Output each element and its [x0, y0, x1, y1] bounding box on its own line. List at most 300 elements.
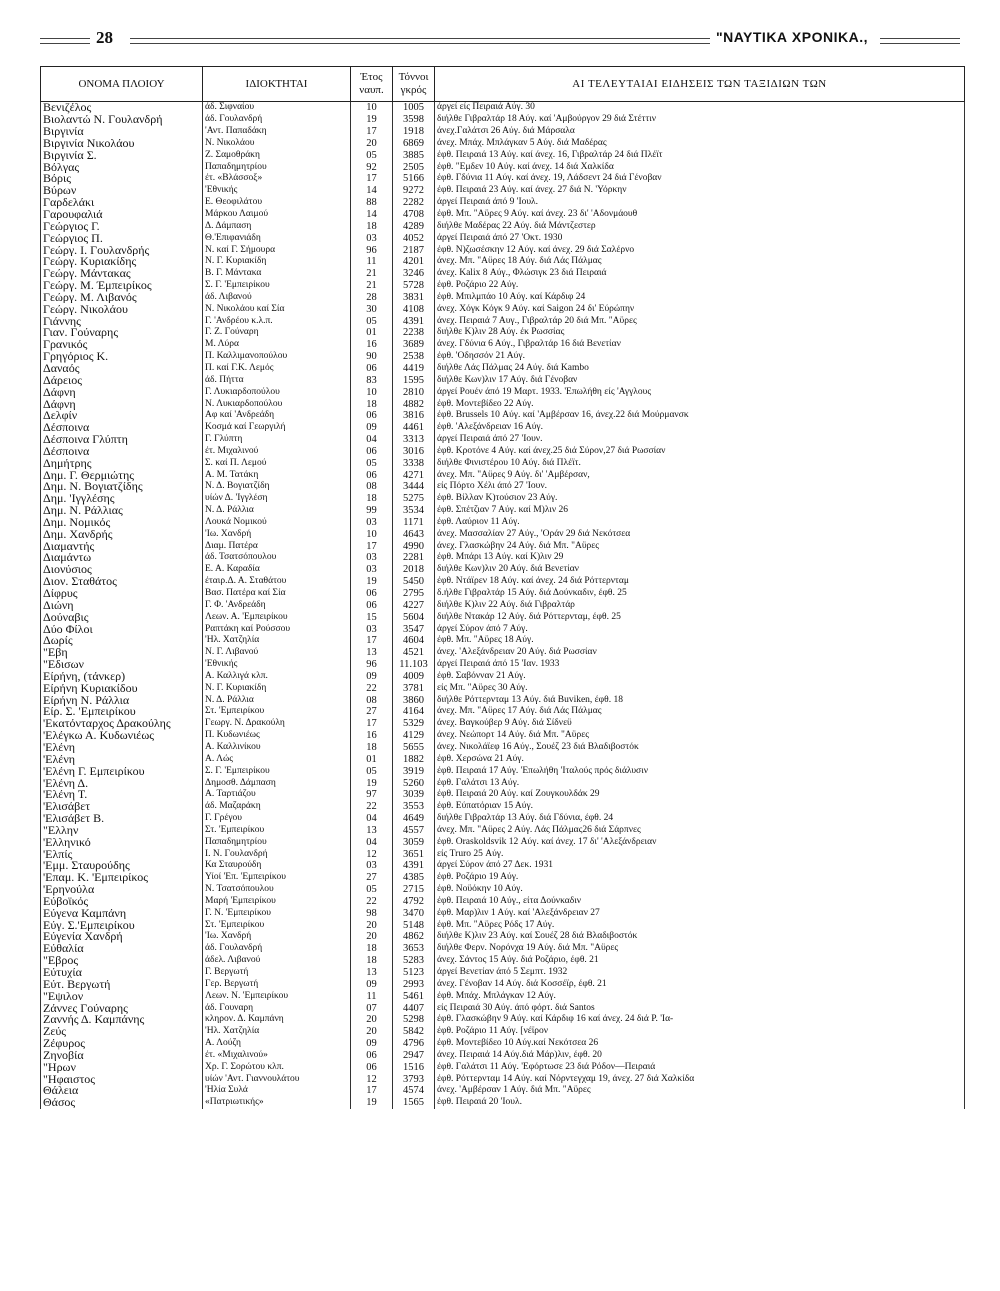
ship-name: "Εβη — [41, 647, 203, 659]
table-row — [41, 351, 965, 363]
gross-tons: 5166 — [393, 173, 435, 185]
build-year: 04 — [351, 836, 393, 848]
build-year: 09 — [351, 1038, 393, 1050]
ship-owner: Λεων. Α. 'Εμπειρίκου — [203, 611, 351, 623]
gross-tons: 1516 — [393, 1061, 435, 1073]
ship-name: Εύβοϊκός — [41, 896, 203, 908]
voyage-news: άνεχ. Πειραιά 14 Αύγ.διά Μάρ)λιν, έφθ. 20 — [435, 1050, 965, 1062]
voyage-news: έφθ. Γλασκώβην 9 Αύγ. καί Κάρδιφ 16 καί άνεχ. 24 διά Ρ. 'Ια- — [435, 1014, 965, 1026]
table-row — [41, 209, 965, 221]
ship-name: Δελφίν — [41, 410, 203, 422]
voyage-news: έφθ. Μπάρι 13 Αύγ. καί Κ)λιν 29 — [435, 552, 965, 564]
voyage-news: διήλθε Φερν. Νορόνχα 19 Αύγ. διά Μπ. "Αϋρες — [435, 943, 965, 955]
table-row — [41, 292, 965, 304]
voyage-news: έφθ. "Εμδεν 10 Αύγ. καί άνεχ. 14 διά Χαλκίδα — [435, 161, 965, 173]
gross-tons: 4129 — [393, 730, 435, 742]
table-row — [41, 860, 965, 872]
build-year: 08 — [351, 694, 393, 706]
gross-tons: 2505 — [393, 161, 435, 173]
table-row — [41, 599, 965, 611]
build-year: 06 — [351, 599, 393, 611]
gross-tons: 5298 — [393, 1014, 435, 1026]
table-row — [41, 967, 965, 979]
ship-name: Εύγενία Χανδρή — [41, 931, 203, 943]
voyage-news: έφθ. Πειραιά 13 Αύγ. καί άνεχ. 16, Γιβραλτάρ 24 διά Πλέϊτ — [435, 149, 965, 161]
ship-name: Είρ. Σ. 'Εμπειρίκου — [41, 706, 203, 718]
ship-name: Βιολαντώ Ν. Γουλανδρή — [41, 114, 203, 126]
build-year: 21 — [351, 268, 393, 280]
build-year: 05 — [351, 765, 393, 777]
build-year: 03 — [351, 232, 393, 244]
ship-name: 'Εμμ. Σταυρούδης — [41, 860, 203, 872]
ship-owner: 'Ηλ. Χατζηλία — [203, 1026, 351, 1038]
ship-name: Εύγενα Καμπάνη — [41, 907, 203, 919]
ship-owner: Ν. Τσατσόπουλου — [203, 884, 351, 896]
build-year: 21 — [351, 280, 393, 292]
voyage-news: διήλθε Λάς Πάλμας 24 Αύγ. διά Kambo — [435, 363, 965, 375]
table-row — [41, 327, 965, 339]
voyage-news: άνεχ. Kalix 8 Αύγ., Φλώσιγκ 23 διά Πειραιά — [435, 268, 965, 280]
ship-name: Εύτυχία — [41, 967, 203, 979]
ship-owner: Γ. Γλύπτη — [203, 434, 351, 446]
gross-tons: 3885 — [393, 149, 435, 161]
gross-tons: 4201 — [393, 256, 435, 268]
table-row — [41, 978, 965, 990]
ship-name: Είρήνη Ν. Ράλλια — [41, 694, 203, 706]
ship-name: Θάλεια — [41, 1085, 203, 1097]
build-year: 15 — [351, 611, 393, 623]
build-year: 06 — [351, 363, 393, 375]
ship-owner: 'Εθνικής — [203, 185, 351, 197]
ship-owner: Π. Καλλιμανοπούλου — [203, 351, 351, 363]
voyage-news: έφθ. Brussels 10 Αύγ. καί 'Αμβέρσαν 16, άνεχ.22 διά Μούρμανσκ — [435, 410, 965, 422]
table-row — [41, 813, 965, 825]
ship-name: Ζέφυρος — [41, 1038, 203, 1050]
ship-name: Δίφρυς — [41, 588, 203, 600]
voyage-news: έφθ. Ν)ζωσέσκην 12 Αύγ. καί άνεχ. 29 διά Σαλέρνο — [435, 244, 965, 256]
table-row — [41, 872, 965, 884]
table-row — [41, 197, 965, 209]
table-row — [41, 232, 965, 244]
voyage-news: άργεί Ρουέν άπό 19 Μαρτ. 1933. 'Επωλήθη είς 'Αγγλους — [435, 386, 965, 398]
table-row — [41, 1073, 965, 1085]
ship-owner: Γερ. Βεργωτή — [203, 978, 351, 990]
build-year: 06 — [351, 1061, 393, 1073]
ship-owner: Ε. Α. Καραδία — [203, 564, 351, 576]
ship-owner: Ραπτάκη καί Ρούσσου — [203, 623, 351, 635]
ship-owner: Στ. 'Εμπειρίκου — [203, 919, 351, 931]
table-row — [41, 540, 965, 552]
ship-name: Γεώργιος Γ. — [41, 220, 203, 232]
build-year: 13 — [351, 824, 393, 836]
ship-name: Γεώργ. Μάντακας — [41, 268, 203, 280]
table-row — [41, 682, 965, 694]
ship-owner: Ν. Γ. Λιβανού — [203, 647, 351, 659]
column-header-name: ΟΝΟΜΑ ΠΛΟΙΟΥ — [41, 67, 203, 102]
voyage-news: διήλθε Φινιστέρου 10 Αύγ. διά Πλέϊτ. — [435, 457, 965, 469]
gross-tons: 3919 — [393, 765, 435, 777]
gross-tons: 5260 — [393, 777, 435, 789]
gross-tons: 2810 — [393, 386, 435, 398]
build-year: 18 — [351, 943, 393, 955]
build-year: 14 — [351, 185, 393, 197]
build-year: 22 — [351, 801, 393, 813]
ship-owner: Ν. Δ. Βογιατζίδη — [203, 481, 351, 493]
table-row — [41, 730, 965, 742]
build-year: 04 — [351, 434, 393, 446]
voyage-news: διήλθε Γιβραλτάρ 13 Αύγ. διά Γδύνια, έφθ. 24 — [435, 813, 965, 825]
gross-tons: 5604 — [393, 611, 435, 623]
ship-owner: Σ. Γ. 'Εμπειρίκου — [203, 765, 351, 777]
ship-name: Δημ. 'Ιγγλέσης — [41, 493, 203, 505]
gross-tons: 2281 — [393, 552, 435, 564]
build-year: 18 — [351, 955, 393, 967]
voyage-news: άνεχ. Γλασκώβην 24 Αύγ. διά Μπ. "Αϋρες — [435, 540, 965, 552]
ship-owner: Υίοί 'Επ. 'Εμπειρίκου — [203, 872, 351, 884]
table-row — [41, 1038, 965, 1050]
voyage-news: είς Truro 25 Αύγ. — [435, 848, 965, 860]
ship-name: "Ελλην — [41, 824, 203, 836]
build-year: 22 — [351, 896, 393, 908]
ship-owner: Ε. Θεοφιλάτου — [203, 197, 351, 209]
gross-tons: 4385 — [393, 872, 435, 884]
build-year: 03 — [351, 623, 393, 635]
ship-owner: Αφ καί 'Ανδρεάδη — [203, 410, 351, 422]
gross-tons: 5329 — [393, 718, 435, 730]
ship-name: Γεώργ. Ι. Γουλανδρής — [41, 244, 203, 256]
voyage-news: άργεί Σύρον άπό 7 Αύγ. — [435, 623, 965, 635]
table-row — [41, 564, 965, 576]
gross-tons: 1595 — [393, 374, 435, 386]
build-year: 20 — [351, 1014, 393, 1026]
gross-tons: 3039 — [393, 789, 435, 801]
table-row — [41, 801, 965, 813]
ship-name: Γεώργιος Π. — [41, 232, 203, 244]
build-year: 98 — [351, 907, 393, 919]
build-year: 17 — [351, 173, 393, 185]
ship-registry-table — [40, 66, 965, 1109]
ship-name: Διον. Σταθάτος — [41, 576, 203, 588]
table-row — [41, 777, 965, 789]
build-year: 01 — [351, 753, 393, 765]
table-row — [41, 256, 965, 268]
ship-owner: έτ. «Βλάσσοξ» — [203, 173, 351, 185]
ship-name: Δαναός — [41, 363, 203, 375]
build-year: 97 — [351, 789, 393, 801]
gross-tons: 4227 — [393, 599, 435, 611]
build-year: 06 — [351, 588, 393, 600]
build-year: 14 — [351, 209, 393, 221]
table-row — [41, 789, 965, 801]
ship-name: Διώνη — [41, 599, 203, 611]
build-year: 20 — [351, 138, 393, 150]
build-year: 11 — [351, 256, 393, 268]
table-row — [41, 824, 965, 836]
ship-owner: Γ. Λυκιαρδοπούλου — [203, 386, 351, 398]
voyage-news: έφθ. Ρόττερνταμ 14 Αύγ. καί Νόρντεγχαμ 19, άνεχ. 27 διά Χαλκίδα — [435, 1073, 965, 1085]
gross-tons: 3651 — [393, 848, 435, 860]
ship-name: Δάφνη — [41, 386, 203, 398]
table-row — [41, 268, 965, 280]
gross-tons: 1882 — [393, 753, 435, 765]
gross-tons: 5655 — [393, 742, 435, 754]
voyage-news: έφθ. Χερσώνα 21 Αύγ. — [435, 753, 965, 765]
table-row — [41, 114, 965, 126]
table-row — [41, 457, 965, 469]
gross-tons: 2715 — [393, 884, 435, 896]
table-row — [41, 718, 965, 730]
table-row — [41, 398, 965, 410]
ship-owner: άδ. Γουναρη — [203, 1002, 351, 1014]
gross-tons: 4882 — [393, 398, 435, 410]
ship-name: Εύθαλία — [41, 943, 203, 955]
voyage-news: διήλθε Κ)λιν 23 Αύγ. καί Σουέζ 28 διά Βλαδιβοστόκ — [435, 931, 965, 943]
voyage-news: έφθ. Πειραιά 17 Αύγ. 'Επωλήθη 'Ιταλούς πρός διάλυσιν — [435, 765, 965, 777]
build-year: 20 — [351, 919, 393, 931]
ship-owner: Γ. Ζ. Γούναρη — [203, 327, 351, 339]
ship-owner: Γ. Βεργωτή — [203, 967, 351, 979]
table-row — [41, 671, 965, 683]
ship-name: Γεώργ. Κυριακίδης — [41, 256, 203, 268]
ship-owner: Β. Γ. Μάντακα — [203, 268, 351, 280]
table-row — [41, 481, 965, 493]
ship-name: Δημ. Χανδρής — [41, 528, 203, 540]
table-row — [41, 1061, 965, 1073]
build-year: 10 — [351, 102, 393, 114]
voyage-news: διήλθε Κων)λιν 17 Αύγ. διά Γένοβαν — [435, 374, 965, 386]
gross-tons: 5148 — [393, 919, 435, 931]
table-row — [41, 647, 965, 659]
journal-title: "ΝΑΥΤΙΚΑ ΧΡΟΝΙΚΑ., — [715, 29, 868, 45]
column-header-news: ΑΙ ΤΕΛΕΥΤΑΙΑΙ ΕΙΔΗΣΕΙΣ ΤΩΝ ΤΑΞΙΔΙΩΝ ΤΩΝ — [435, 67, 965, 102]
build-year: 20 — [351, 931, 393, 943]
table-row — [41, 1085, 965, 1097]
ship-owner: άδ. Τσατσόπουλου — [203, 552, 351, 564]
voyage-news: έφθ. Πειραιά 23 Αύγ. καί άνεχ. 27 διά Ν. 'Υόρκην — [435, 185, 965, 197]
ship-name: Γιαν. Γούναρης — [41, 327, 203, 339]
ship-owner: Κα Σταυρούδη — [203, 860, 351, 872]
voyage-news: έφθ. Ντάϊρεν 18 Αύγ. καί άνεχ. 24 διά Ρόττερνταμ — [435, 576, 965, 588]
gross-tons: 3444 — [393, 481, 435, 493]
ship-name: Δημήτρης — [41, 457, 203, 469]
ship-owner: Γ. Γρέγου — [203, 813, 351, 825]
gross-tons: 4990 — [393, 540, 435, 552]
ship-name: Διαμαντής — [41, 540, 203, 552]
voyage-news: άνεχ. Νικολάϊεφ 16 Αύγ., Σουέζ 23 διά Βλαδιβοστόκ — [435, 742, 965, 754]
ship-name: Γαρδελάκι — [41, 197, 203, 209]
voyage-news: άργεί είς Πειραιά Αύγ. 30 — [435, 102, 965, 114]
build-year: 19 — [351, 576, 393, 588]
gross-tons: 6869 — [393, 138, 435, 150]
ship-name: 'Επαμ. Κ. 'Εμπειρίκος — [41, 872, 203, 884]
table-row — [41, 848, 965, 860]
ship-name: Δωρίς — [41, 635, 203, 647]
voyage-news: άνεχ. Μπάχ. Μπλάγκαν 5 Αύγ. διά Μαδέρας — [435, 138, 965, 150]
table-row — [41, 173, 965, 185]
ship-name: Βόρις — [41, 173, 203, 185]
table-row — [41, 303, 965, 315]
gross-tons: 3246 — [393, 268, 435, 280]
build-year: 05 — [351, 315, 393, 327]
voyage-news: έφθ. 'Αλεξάνδρειαν 16 Αύγ. — [435, 422, 965, 434]
ship-name: Θάσος — [41, 1097, 203, 1109]
voyage-news: διήλθε Γιβραλτάρ 18 Αύγ. καί 'Αμβούργον 29 διά Στέττιν — [435, 114, 965, 126]
gross-tons: 2538 — [393, 351, 435, 363]
table-row — [41, 1050, 965, 1062]
ship-name: Είρήνη Κυριακίδου — [41, 682, 203, 694]
table-row — [41, 1002, 965, 1014]
ship-owner: Μαρή 'Εμπειρίκου — [203, 896, 351, 908]
ship-name: Βενιζέλος — [41, 102, 203, 114]
ship-owner: Α. Ταρτιάζου — [203, 789, 351, 801]
ship-owner: έτ. «Μιχαλινού» — [203, 1050, 351, 1062]
voyage-news: έφθ. Σπέτζιαν 7 Αύγ. καί Μ)λιν 26 — [435, 505, 965, 517]
table-row — [41, 765, 965, 777]
gross-tons: 3338 — [393, 457, 435, 469]
ship-name: Δύο Φίλοι — [41, 623, 203, 635]
voyage-news: έφθ. Εύπατόριαν 15 Αύγ. — [435, 801, 965, 813]
ship-name: Βιργινία Νικολάου — [41, 138, 203, 150]
table-row — [41, 576, 965, 588]
voyage-news: άνεχ. Χόγκ Κόγκ 9 Αύγ. καί Saigon 24 δι' Εύρώπην — [435, 303, 965, 315]
voyage-news: άργεί Πειραιά άπό 27 'Ιουν. — [435, 434, 965, 446]
voyage-news: έφθ. Πειραιά 20 'Ιουλ. — [435, 1097, 965, 1109]
voyage-news: έφθ. Νοϋόκην 10 Αύγ. — [435, 884, 965, 896]
build-year: 17 — [351, 126, 393, 138]
voyage-news: έφθ. Γδύνια 11 Αύγ. καί άνεχ. 19, Λάδσεντ 24 διά Γένοβαν — [435, 173, 965, 185]
gross-tons: 3653 — [393, 943, 435, 955]
ship-owner: Ν. Δ. Ράλλια — [203, 694, 351, 706]
ship-owner: Ν. Γ. Κυριακίδη — [203, 256, 351, 268]
ship-name: "Εψιλον — [41, 990, 203, 1002]
column-header-owners: ΙΔΙΟΚΤΗΤΑΙ — [203, 67, 351, 102]
gross-tons: 5728 — [393, 280, 435, 292]
gross-tons: 5275 — [393, 493, 435, 505]
gross-tons: 9272 — [393, 185, 435, 197]
voyage-news: έφθ. Μπ. "Αϋρες 9 Αύγ. καί άνεχ. 23 δι' 'Αδονμάουθ — [435, 209, 965, 221]
table-row — [41, 907, 965, 919]
ship-owner: Ν. Νικολάου — [203, 138, 351, 150]
table-row — [41, 149, 965, 161]
build-year: 03 — [351, 552, 393, 564]
voyage-news: είς Πόρτο Χέλι άπό 27 'Ιουν. — [435, 481, 965, 493]
ship-name: Γρηγόριος Κ. — [41, 351, 203, 363]
ship-owner: 'Ιω. Χανδρή — [203, 528, 351, 540]
ship-owner: άδ. Γουλανδρή — [203, 114, 351, 126]
gross-tons: 3553 — [393, 801, 435, 813]
gross-tons: 2018 — [393, 564, 435, 576]
build-year: 18 — [351, 220, 393, 232]
table-row — [41, 363, 965, 375]
ship-owner: Γ. Φ. 'Ανδρεάδη — [203, 599, 351, 611]
ship-owner: Α. Καλλινίκου — [203, 742, 351, 754]
table-row — [41, 102, 965, 114]
ship-name: Βύρων — [41, 185, 203, 197]
voyage-news: έφθ. Μοντεβίδεο 10 Αύγ.καί Νεκότσεα 26 — [435, 1038, 965, 1050]
table-row — [41, 220, 965, 232]
build-year: 20 — [351, 1026, 393, 1038]
voyage-news: άνεχ. Νεώπορτ 14 Αύγ. διά Μπ. "Αϋρες — [435, 730, 965, 742]
build-year: 06 — [351, 445, 393, 457]
ship-name: 'Ελισάβετ — [41, 801, 203, 813]
ship-name: Δημ. Νομικός — [41, 517, 203, 529]
ship-name: Δημ. Ν. Ράλλιας — [41, 505, 203, 517]
ship-name: Εύτ. Βεργωτή — [41, 978, 203, 990]
voyage-news: διήλθε Κ)λιν 22 Αύγ. διά Γιβραλτάρ — [435, 599, 965, 611]
ship-owner: έταιρ.Δ. Α. Σταθάτου — [203, 576, 351, 588]
voyage-news: έφθ. Μπιλμπάο 10 Αύγ. καί Κάρδιφ 24 — [435, 292, 965, 304]
table-row — [41, 185, 965, 197]
gross-tons: 4391 — [393, 860, 435, 872]
build-year: 05 — [351, 884, 393, 896]
ship-owner: Στ. 'Εμπειρίκου — [203, 824, 351, 836]
build-year: 22 — [351, 682, 393, 694]
ship-owner: άδ. Γουλανδρή — [203, 943, 351, 955]
ship-owner: Γ. Ν. 'Εμπειρίκου — [203, 907, 351, 919]
table-row — [41, 896, 965, 908]
ship-name: Δημ. Ν. Βογιατζίδης — [41, 481, 203, 493]
build-year: 08 — [351, 481, 393, 493]
gross-tons: 5450 — [393, 576, 435, 588]
table-row — [41, 434, 965, 446]
build-year: 96 — [351, 659, 393, 671]
ship-owner: άδελ. Λιβανού — [203, 955, 351, 967]
table-row — [41, 386, 965, 398]
ship-name: 'Ελέγκω Α. Κυδωνιέως — [41, 730, 203, 742]
ship-name: 'Ελένη Δ. — [41, 777, 203, 789]
gross-tons: 3860 — [393, 694, 435, 706]
ship-name: 'Ερηνούλα — [41, 884, 203, 896]
voyage-news: άνεχ. Μπ. "Αϋρες 17 Αύγ. διά Λάς Πάλμας — [435, 706, 965, 718]
build-year: 30 — [351, 303, 393, 315]
gross-tons: 4407 — [393, 1002, 435, 1014]
table-row — [41, 410, 965, 422]
ship-name: Εύγ. Σ.'Εμπειρίκου — [41, 919, 203, 931]
gross-tons: 2795 — [393, 588, 435, 600]
ship-owner: Στ. 'Εμπειρίκου — [203, 706, 351, 718]
voyage-news: έφθ. Ροζάριο 11 Αύγ. [νέϊρον — [435, 1026, 965, 1038]
build-year: 16 — [351, 339, 393, 351]
ship-name: 'Ελισάβετ Β. — [41, 813, 203, 825]
ship-name: Δέσποινα Γλύπτη — [41, 434, 203, 446]
build-year: 90 — [351, 351, 393, 363]
ship-owner: Βασ. Πατέρα καί Σία — [203, 588, 351, 600]
gross-tons: 4164 — [393, 706, 435, 718]
ship-name: Δέσποινα — [41, 445, 203, 457]
table-body — [41, 102, 965, 1109]
build-year: 96 — [351, 244, 393, 256]
build-year: 11 — [351, 990, 393, 1002]
ship-name: Βιργινία Σ. — [41, 149, 203, 161]
table-row — [41, 742, 965, 754]
table-row — [41, 138, 965, 150]
build-year: 83 — [351, 374, 393, 386]
ship-name: Δημ. Γ. Θερμιώτης — [41, 469, 203, 481]
gross-tons: 2187 — [393, 244, 435, 256]
ship-name: "Εδισων — [41, 659, 203, 671]
gross-tons: 5461 — [393, 990, 435, 1002]
ship-name: Ζεύς — [41, 1026, 203, 1038]
gross-tons: 3547 — [393, 623, 435, 635]
build-year: 04 — [351, 813, 393, 825]
column-header-tons: Τόννοι γκρός — [393, 67, 435, 102]
ship-name: "Ηφαιστος — [41, 1073, 203, 1085]
voyage-news: έφθ. Μπ. "Αϋρες 18 Αύγ. — [435, 635, 965, 647]
column-header-year: Έτος ναυπ. — [351, 67, 393, 102]
build-year: 06 — [351, 410, 393, 422]
voyage-news: έφθ. Ροζάριο 19 Αύγ. — [435, 872, 965, 884]
ship-owner: Γεωργ. Ν. Δρακούλη — [203, 718, 351, 730]
